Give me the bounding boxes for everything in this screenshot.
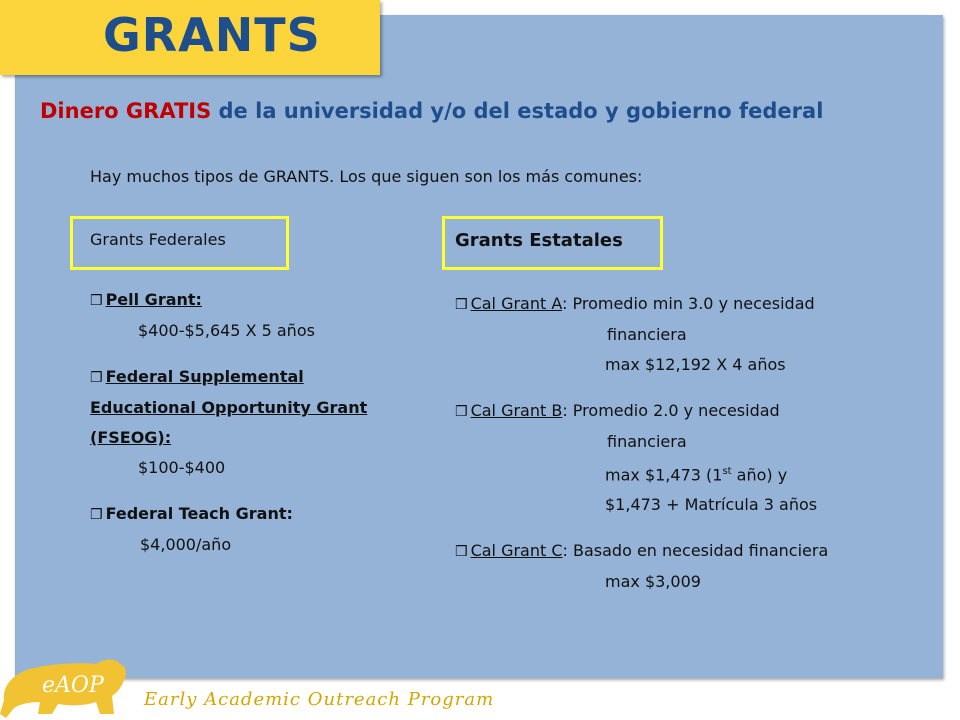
cal-grant-c-desc: : Basado en necesidad financiera (562, 541, 829, 561)
pell-grant-amount: $400-$5,645 X 5 años (138, 321, 315, 340)
state-heading: Grants Estatales (455, 230, 623, 251)
cal-grant-c-max: max $3,009 (605, 572, 701, 592)
list-item (90, 362, 420, 393)
fseog-name-line3: (FSEOG): (90, 428, 172, 447)
checkbox-bullet-icon: ❒ (90, 507, 103, 523)
checkbox-bullet-icon: ❒ (455, 297, 468, 313)
list-item (90, 499, 420, 530)
list-item (455, 396, 945, 427)
subtitle-highlight: Dinero GRATIS (40, 99, 212, 123)
cal-grant-b-desc2: financiera (607, 432, 687, 451)
fseog-amount: $100-$400 (138, 458, 226, 477)
cal-grant-a-max: max $12,192 X 4 años (605, 355, 786, 374)
subtitle (40, 96, 823, 126)
checkbox-bullet-icon: ❒ (455, 544, 468, 561)
fseog-name-line2: Educational Opportunity Grant (90, 398, 368, 417)
federal-heading: Grants Federales (90, 230, 226, 249)
list-item (90, 285, 420, 316)
cal-grant-a-desc2: financiera (607, 325, 687, 344)
cal-grant-c-name: Cal Grant C (470, 541, 563, 561)
eaop-bear-logo (0, 652, 140, 720)
title-box (0, 0, 380, 75)
cal-grant-a-desc: : Promedio min 3.0 y necesidad (562, 294, 815, 313)
intro-text: Hay muchos tipos de GRANTS. Los que siguen son los más comunes: (90, 167, 643, 186)
page-title: GRANTS (103, 8, 321, 62)
checkbox-bullet-icon: ❒ (455, 404, 468, 420)
checkbox-bullet-icon: ❒ (90, 293, 103, 309)
cal-grant-b-desc: : Promedio 2.0 y necesidad (562, 401, 780, 420)
program-name: Early Academic Outreach Program (144, 689, 495, 710)
logo-text: eAOP (42, 673, 104, 698)
checkbox-bullet-icon: ❒ (90, 370, 103, 386)
teach-grant-name: Federal Teach Grant: (105, 504, 293, 523)
teach-grant-amount: $4,000/año (140, 535, 232, 554)
cal-grant-b-max2: $1,473 + Matrícula 3 años (605, 495, 818, 515)
cal-grant-a-name: Cal Grant A (470, 294, 563, 313)
list-item (455, 536, 945, 567)
fseog-name-line1: Federal Supplemental (105, 367, 304, 386)
subtitle-rest: de la universidad y/o del estado y gobierno federal (211, 99, 824, 123)
cal-grant-b-name: Cal Grant B (470, 401, 563, 420)
pell-grant-name: Pell Grant: (105, 290, 202, 309)
list-item (455, 289, 945, 320)
state-grants-list (455, 289, 945, 597)
federal-grants-list (90, 285, 420, 560)
cal-grant-b-max: max $1,473 (1st año) y (605, 465, 788, 485)
